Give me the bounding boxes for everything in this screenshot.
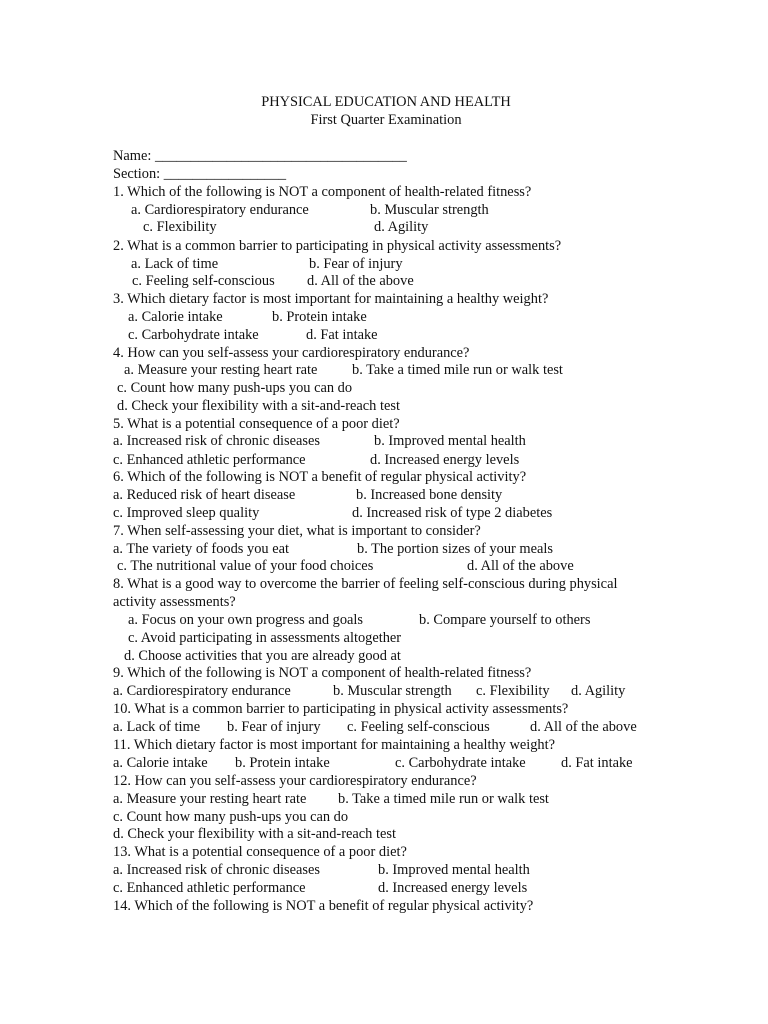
option-d: d. All of the above bbox=[530, 719, 637, 735]
option-c: c. Improved sleep quality bbox=[113, 505, 260, 521]
option-b: b. Increased bone density bbox=[356, 487, 503, 503]
option-b: b. Protein intake bbox=[235, 755, 330, 771]
option-d: d. Increased energy levels bbox=[370, 452, 520, 468]
option-a: a. Calorie intake bbox=[128, 309, 223, 325]
option-d: d. Fat intake bbox=[561, 755, 633, 771]
option-d: d. Fat intake bbox=[306, 327, 378, 343]
question-stem: 1. Which of the following is NOT a component of health-related fitness? bbox=[113, 184, 532, 200]
option-b: b. Compare yourself to others bbox=[419, 612, 591, 628]
exam-title: PHYSICAL EDUCATION AND HEALTH bbox=[261, 94, 511, 110]
question-stem: 3. Which dietary factor is most important for maintaining a healthy weight? bbox=[113, 291, 549, 307]
question-stem: 7. When self-assessing your diet, what is important to consider? bbox=[113, 523, 481, 539]
option-d: d. Check your flexibility with a sit-and-reach test bbox=[113, 826, 396, 842]
question-stem: 12. How can you self-assess your cardiorespiratory endurance? bbox=[113, 773, 477, 789]
option-a: a. Lack of time bbox=[131, 256, 219, 272]
option-c: c. The nutritional value of your food choices bbox=[117, 558, 374, 574]
exam-subtitle: First Quarter Examination bbox=[310, 112, 462, 128]
option-c: c. Count how many push-ups you can do bbox=[113, 809, 349, 825]
option-a: a. Cardiorespiratory endurance bbox=[131, 202, 309, 218]
option-c: c. Feeling self-conscious bbox=[347, 719, 490, 735]
question-stem: 14. Which of the following is NOT a benefit of regular physical activity? bbox=[113, 898, 534, 914]
question-stem: 9. Which of the following is NOT a component of health-related fitness? bbox=[113, 665, 532, 681]
option-a: a. Increased risk of chronic diseases bbox=[113, 433, 320, 449]
option-d: d. Agility bbox=[571, 683, 626, 699]
option-c: c. Flexibility bbox=[476, 683, 550, 699]
option-a: a. Reduced risk of heart disease bbox=[113, 487, 296, 503]
option-d: d. Check your flexibility with a sit-and-reach test bbox=[117, 398, 400, 414]
option-c: c. Feeling self-conscious bbox=[132, 273, 275, 289]
question-stem: 8. What is a good way to overcome the barrier of feeling self-conscious during physical bbox=[113, 576, 618, 592]
option-c: c. Avoid participating in assessments altogether bbox=[128, 630, 402, 646]
option-a: a. Measure your resting heart rate bbox=[124, 362, 318, 378]
option-d: d. All of the above bbox=[467, 558, 574, 574]
option-b: b. Protein intake bbox=[272, 309, 367, 325]
question-stem: 10. What is a common barrier to participating in physical activity assessments? bbox=[113, 701, 569, 717]
option-b: b. Fear of injury bbox=[309, 256, 403, 272]
option-c: c. Flexibility bbox=[143, 219, 217, 235]
option-b: b. Improved mental health bbox=[374, 433, 526, 449]
option-b: b. Muscular strength bbox=[370, 202, 489, 218]
option-c: c. Carbohydrate intake bbox=[128, 327, 259, 343]
question-stem-continued: activity assessments? bbox=[113, 594, 236, 610]
option-d: d. Increased risk of type 2 diabetes bbox=[352, 505, 553, 521]
option-d: d. Choose activities that you are already good at bbox=[124, 648, 401, 664]
question-stem: 2. What is a common barrier to participating in physical activity assessments? bbox=[113, 238, 562, 254]
question-stem: 4. How can you self-assess your cardiorespiratory endurance? bbox=[113, 345, 470, 361]
option-d: d. Increased energy levels bbox=[378, 880, 528, 896]
option-c: c. Enhanced athletic performance bbox=[113, 452, 306, 468]
option-b: b. Take a timed mile run or walk test bbox=[352, 362, 563, 378]
option-b: b. The portion sizes of your meals bbox=[357, 541, 553, 557]
option-b: b. Improved mental health bbox=[378, 862, 530, 878]
section-field-line: Section: _________________ bbox=[113, 166, 287, 182]
question-stem: 5. What is a potential consequence of a poor diet? bbox=[113, 416, 400, 432]
question-stem: 13. What is a potential consequence of a poor diet? bbox=[113, 844, 407, 860]
option-c: c. Carbohydrate intake bbox=[395, 755, 526, 771]
option-d: d. Agility bbox=[374, 219, 429, 235]
option-b: b. Fear of injury bbox=[227, 719, 321, 735]
option-c: c. Count how many push-ups you can do bbox=[117, 380, 353, 396]
option-d: d. All of the above bbox=[307, 273, 414, 289]
option-a: a. Focus on your own progress and goals bbox=[128, 612, 364, 628]
option-a: a. Lack of time bbox=[113, 719, 201, 735]
question-stem: 6. Which of the following is NOT a benefit of regular physical activity? bbox=[113, 469, 527, 485]
option-a: a. Calorie intake bbox=[113, 755, 208, 771]
option-a: a. Measure your resting heart rate bbox=[113, 791, 307, 807]
question-stem: 11. Which dietary factor is most important for maintaining a healthy weight? bbox=[113, 737, 555, 753]
option-b: b. Take a timed mile run or walk test bbox=[338, 791, 549, 807]
option-a: a. Cardiorespiratory endurance bbox=[113, 683, 291, 699]
option-a: a. Increased risk of chronic diseases bbox=[113, 862, 320, 878]
option-a: a. The variety of foods you eat bbox=[113, 541, 289, 557]
name-field-line: Name: ___________________________________ bbox=[113, 148, 407, 164]
option-b: b. Muscular strength bbox=[333, 683, 452, 699]
option-c: c. Enhanced athletic performance bbox=[113, 880, 306, 896]
